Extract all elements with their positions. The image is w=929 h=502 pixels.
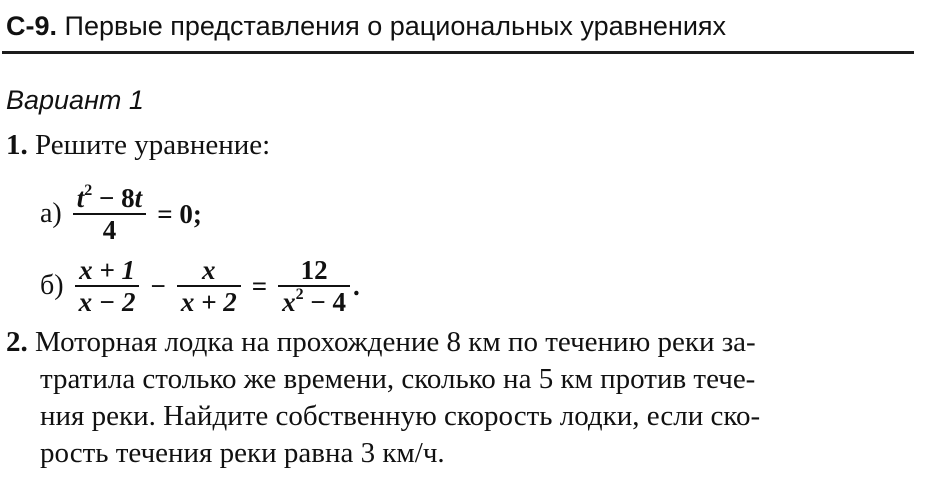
fraction-a-denominator: 4 bbox=[102, 215, 117, 245]
fraction-b3-numerator: 12 bbox=[300, 255, 328, 285]
task-1-number: 1. bbox=[6, 129, 28, 161]
equation-b-end: . bbox=[353, 270, 360, 301]
task-1-prompt bbox=[6, 127, 270, 163]
task-2 bbox=[6, 324, 912, 472]
task-2-line: рость течения реки равна 3 км/ч. bbox=[40, 437, 445, 469]
fraction-b1-numerator: x + 1 bbox=[79, 255, 135, 285]
equals-sign: = bbox=[251, 270, 268, 301]
fraction-b2-numerator: x bbox=[202, 255, 216, 285]
fraction-b1-denominator: x − 2 bbox=[78, 287, 136, 317]
equation-a-rhs: = 0; bbox=[157, 198, 202, 229]
fraction-b2-denominator: x + 2 bbox=[180, 287, 237, 317]
equation-b bbox=[40, 255, 360, 317]
variant-heading: Вариант 1 bbox=[6, 85, 144, 115]
equation-b-label: б) bbox=[40, 270, 64, 301]
task-2-line: тратила столько же времени, сколько на 5 км против тече- bbox=[40, 363, 756, 395]
header-divider bbox=[2, 51, 914, 54]
fraction-b3 bbox=[278, 255, 350, 317]
section-title: Первые представления о рациональных уравнениях bbox=[64, 11, 727, 41]
fraction-b2 bbox=[177, 255, 241, 317]
minus-sign: − bbox=[150, 270, 166, 301]
fraction-a bbox=[73, 183, 146, 245]
fraction-b1 bbox=[75, 255, 140, 317]
task-2-number: 2. bbox=[6, 326, 28, 358]
section-header bbox=[6, 8, 726, 44]
equation-a bbox=[40, 183, 210, 245]
fraction-b3-denominator: $x^2 - 4$ bbox=[282, 286, 347, 317]
section-code: С-9. bbox=[6, 11, 58, 41]
fraction-a-numerator: $t^2 - 8t$ bbox=[76, 182, 143, 213]
task-2-line: ния реки. Найдите собственную скорость лодки, если ско- bbox=[40, 400, 761, 432]
equation-a-label: а) bbox=[40, 198, 62, 229]
task-2-line: 2. Моторная лодка на прохождение 8 км по течению реки за- bbox=[6, 326, 756, 358]
task-1-text: Решите уравнение: bbox=[35, 129, 271, 161]
